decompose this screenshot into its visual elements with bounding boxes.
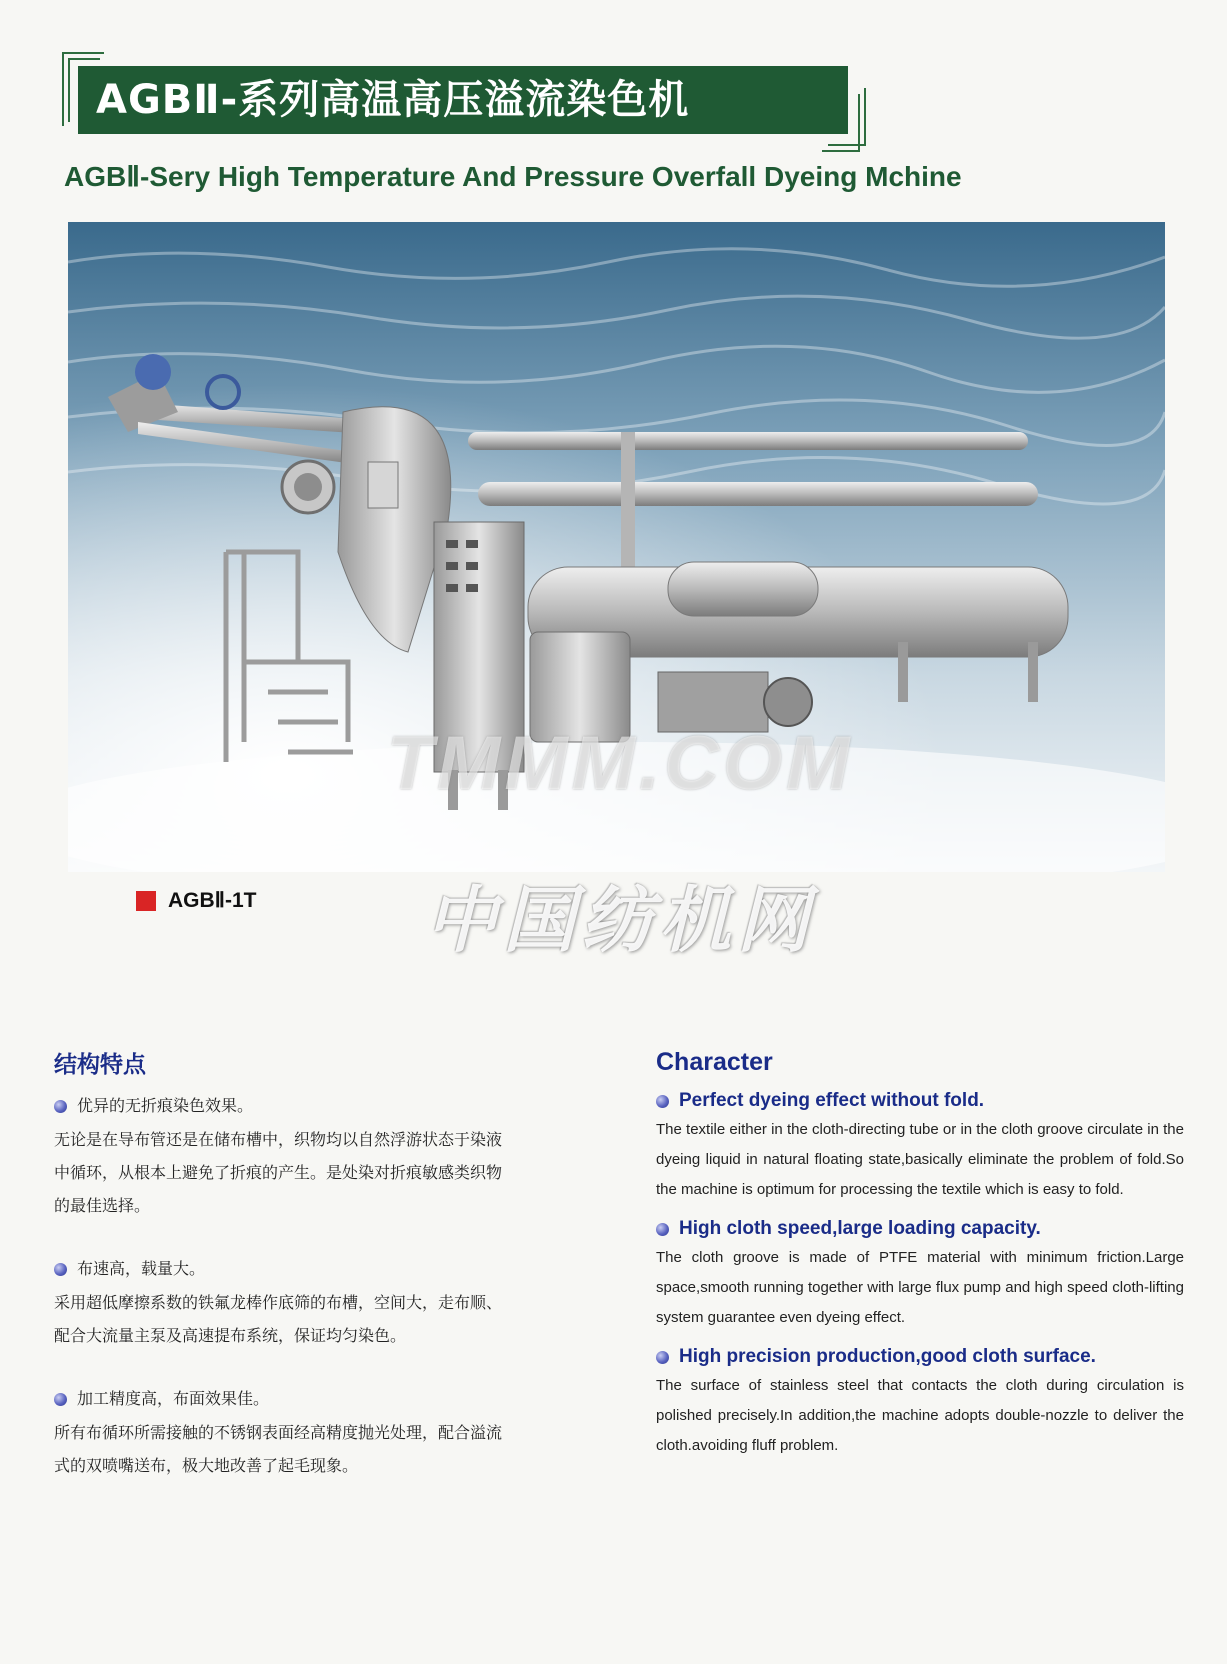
feature-cn-line: 采用超低摩擦系数的铁氟龙棒作底筛的布槽，空间大，走布顺、 bbox=[54, 1293, 503, 1312]
feature-en-body: The cloth groove is made of PTFE material with minimum friction.Large space,smooth running together with large flux pump and high speed cloth-lifting system guarantee even dyeing effect. bbox=[656, 1249, 1184, 1326]
watermark-text: TMMM.COM bbox=[386, 721, 854, 806]
feature-cn-title: 优异的无折痕染色效果。 bbox=[77, 1096, 254, 1115]
feature-cn-line: 配合大流量主泵及高速提布系统，保证均匀染色。 bbox=[54, 1326, 407, 1345]
model-name: AGBⅡ-1T bbox=[168, 889, 257, 912]
section-heading-cn: 结构特点 bbox=[54, 1052, 146, 1078]
feature-cn-line: 的最佳选择。 bbox=[54, 1196, 151, 1215]
section-heading-en: Character bbox=[656, 1048, 773, 1076]
feature-en-title: High precision production,good cloth surface. bbox=[679, 1346, 1096, 1367]
bullet-dot-icon bbox=[656, 1223, 669, 1236]
feature-cn-item bbox=[54, 1382, 604, 1482]
features-cn-section bbox=[54, 1046, 604, 1512]
feature-cn-line: 所有布循环所需接触的不锈钢表面经高精度抛光处理，配合溢流 bbox=[54, 1423, 503, 1442]
bullet-dot-icon bbox=[54, 1263, 67, 1276]
feature-en-title: Perfect dyeing effect without fold. bbox=[679, 1090, 985, 1111]
bullet-dot-icon bbox=[656, 1351, 669, 1364]
page-title-en: AGBⅡ-Sery High Temperature And Pressure Overfall Dyeing Mchine bbox=[64, 161, 962, 192]
red-square-icon bbox=[136, 891, 156, 911]
feature-cn-line: 中循环，从根本上避免了折痕的产生。是处染对折痕敏感类织物 bbox=[54, 1163, 503, 1182]
bullet-dot-icon bbox=[54, 1100, 67, 1113]
feature-en-item bbox=[656, 1343, 1184, 1461]
feature-cn-title: 加工精度高，布面效果佳。 bbox=[77, 1389, 270, 1408]
feature-en-body: The textile either in the cloth-directing tube or in the cloth groove circulate in the dyeing liquid in natural floating state,basically eliminate the problem of fold.So the machine is optimum for processing the textile which is easy to fold. bbox=[656, 1121, 1184, 1198]
bullet-dot-icon bbox=[54, 1393, 67, 1406]
feature-cn-item bbox=[54, 1089, 604, 1222]
page-title-cn: AGBⅡ-系列高温高压溢流染色机 bbox=[78, 66, 848, 134]
feature-en-item bbox=[656, 1215, 1184, 1333]
feature-cn-line: 无论是在导布管还是在储布槽中，织物均以自然浮游状态于染液 bbox=[54, 1130, 503, 1149]
feature-en-body: The surface of stainless steel that contacts the cloth during circulation is polished precisely.In addition,the machine adopts double-nozzle to deliver the cloth.avoiding fluff problem. bbox=[656, 1377, 1184, 1454]
feature-en-title: High cloth speed,large loading capacity. bbox=[679, 1218, 1041, 1239]
feature-cn-item bbox=[54, 1252, 604, 1352]
feature-cn-line: 式的双喷嘴送布，极大地改善了起毛现象。 bbox=[54, 1456, 359, 1475]
feature-en-item bbox=[656, 1087, 1184, 1205]
model-caption bbox=[136, 888, 257, 913]
feature-cn-title: 布速高，载量大。 bbox=[77, 1259, 206, 1278]
features-en-section bbox=[656, 1048, 1184, 1471]
bullet-dot-icon bbox=[656, 1095, 669, 1108]
watermark-logo-text: 中国纺机网 bbox=[424, 878, 815, 962]
